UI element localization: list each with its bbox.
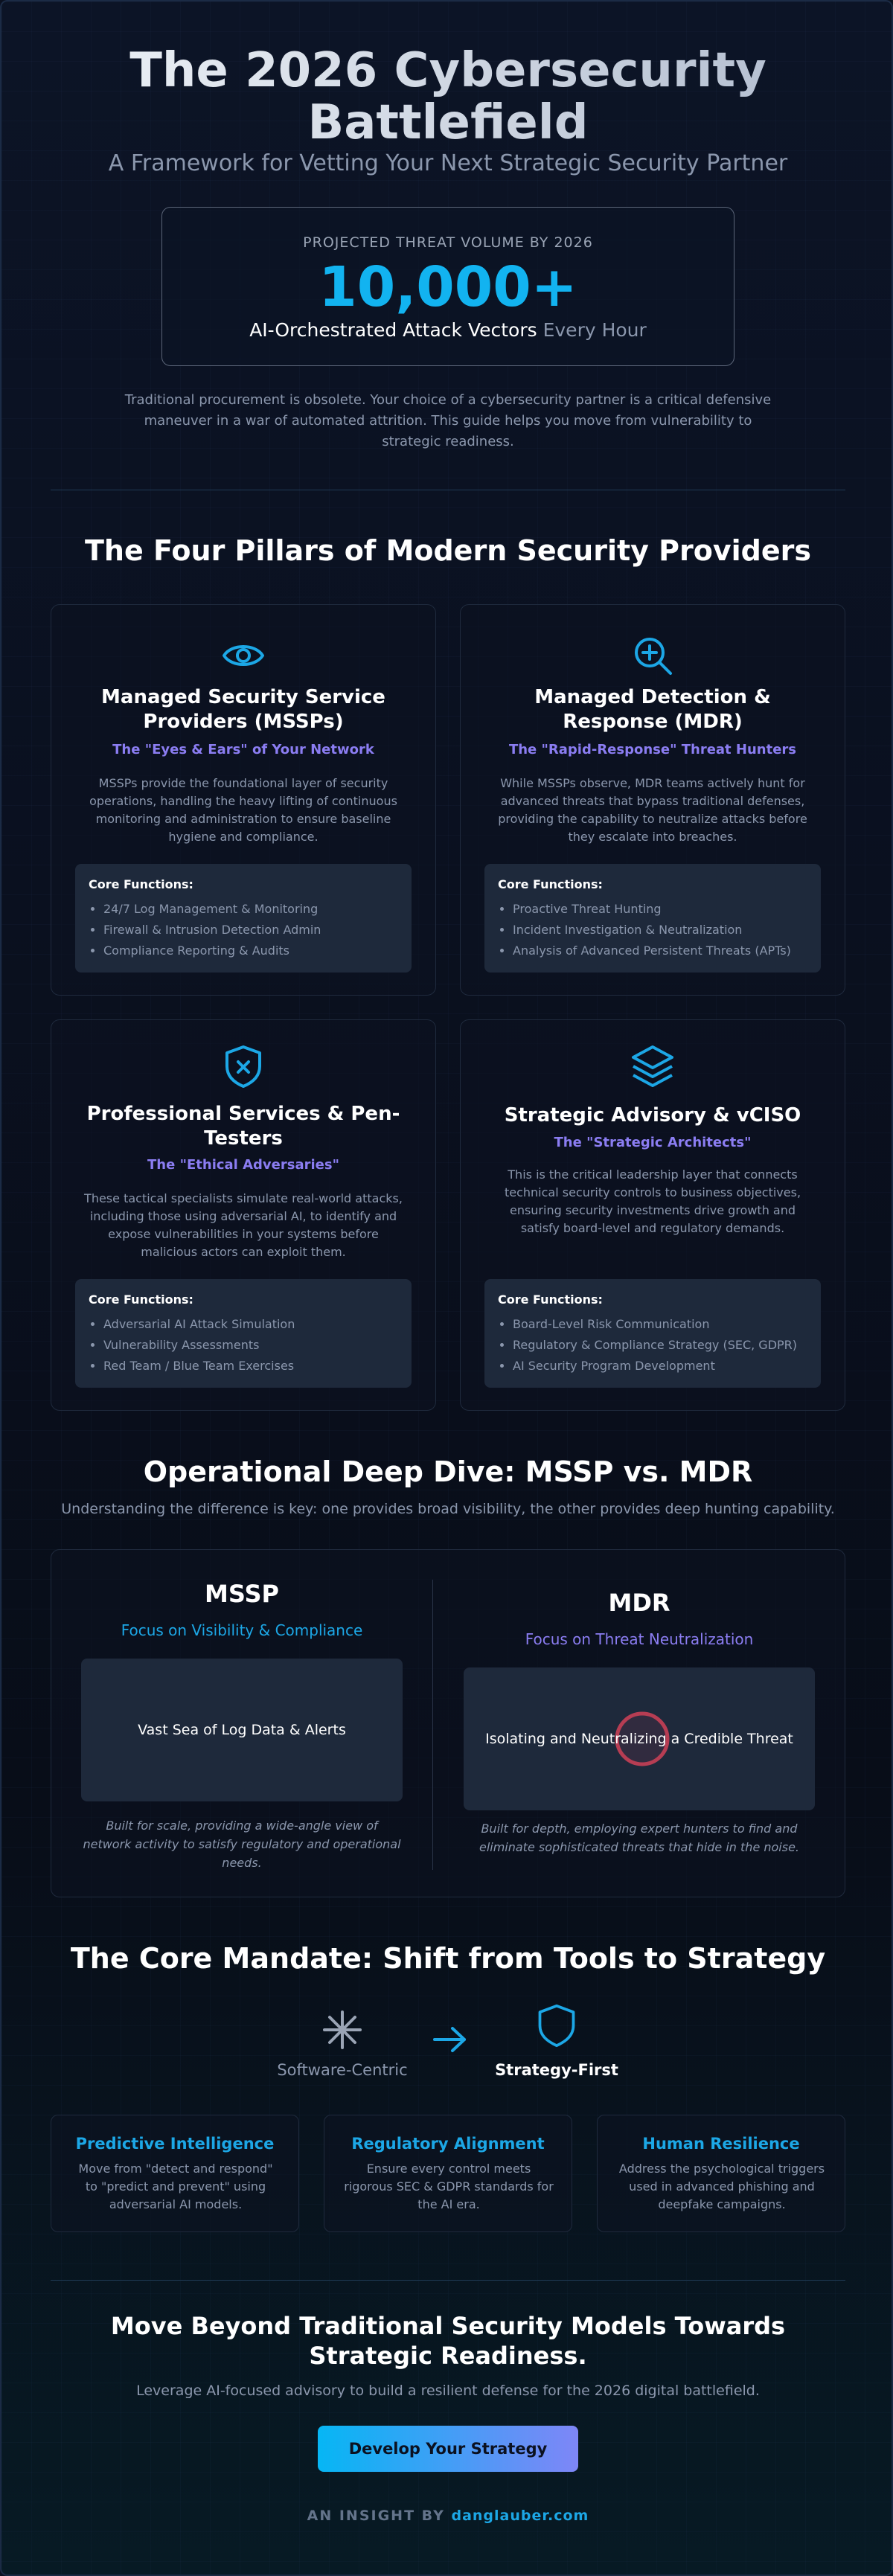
- cta-subtitle: Leverage AI-focused advisory to build a resilient defense for the 2026 digital battlefield.: [136, 2383, 760, 2399]
- layers-icon: [629, 1042, 676, 1090]
- from-label: Software-Centric: [277, 2061, 408, 2079]
- comparison-divider: [432, 1580, 433, 1870]
- mdr-focus: Focus on Threat Neutralization: [525, 1630, 754, 1648]
- mandate-card-title: Predictive Intelligence: [75, 2135, 275, 2153]
- mdr-note: Built for depth, employing expert hunters to find and eliminate sophisticated threats that hide in the noise.: [478, 1822, 800, 1854]
- list-item: • Firewall & Intrusion Detection Admin: [103, 920, 398, 941]
- core-functions-list: [498, 1314, 807, 1377]
- stat-caption-main: AI-Orchestrated Attack Vectors: [249, 319, 537, 341]
- cta-title-line-1: Move Beyond Traditional Security Models Towards: [110, 2312, 786, 2340]
- comparison-box: [51, 1549, 845, 1897]
- cta-title-line-2: Strategic Readiness.: [309, 2342, 587, 2370]
- threat-stat-box: [161, 207, 734, 366]
- mandate-card: [51, 2115, 299, 2232]
- core-functions-box: [484, 864, 821, 973]
- core-functions-title: Core Functions:: [89, 877, 193, 891]
- pillar-card-description: MSSPs provide the foundational layer of security operations, handling the heavy lifting of continuous monitoring and administration to ensure baseline hygiene and compliance.: [89, 776, 397, 844]
- mandate-card-title: Regulatory Alignment: [351, 2135, 545, 2153]
- divider: [51, 2280, 845, 2281]
- list-item: • Regulatory & Compliance Strategy (SEC, GDPR): [513, 1335, 807, 1356]
- arrow-right-icon: [432, 2022, 469, 2057]
- list-item: • Vulnerability Assessments: [103, 1335, 398, 1356]
- core-functions-title: Core Functions:: [498, 1292, 603, 1307]
- core-functions-list: [498, 899, 807, 961]
- stat-caption: [162, 319, 734, 341]
- mandate-card-description: Move from "detect and respond" to "predict and prevent" using adversarial AI models.: [78, 2162, 273, 2211]
- pillar-card-vciso: [460, 1019, 845, 1411]
- mssp-visual-panel: [81, 1659, 403, 1801]
- page-title: [1, 45, 893, 149]
- list-item: • Adversarial AI Attack Simulation: [103, 1314, 398, 1335]
- pillar-card-title: Strategic Advisory & vCISO: [504, 1104, 801, 1127]
- pillars-section-title: The Four Pillars of Modern Security Providers: [85, 534, 811, 567]
- list-item: • Compliance Reporting & Audits: [103, 941, 398, 961]
- pillar-card-title: Managed Security Service Providers (MSSPs): [101, 686, 385, 733]
- pillar-card-mssp: [51, 604, 436, 996]
- deep-dive-subtitle: Understanding the difference is key: one provides broad visibility, the other provides deep hunting capability.: [61, 1501, 835, 1517]
- mssp-panel-text: Vast Sea of Log Data & Alerts: [138, 1722, 346, 1738]
- list-item: • 24/7 Log Management & Monitoring: [103, 899, 398, 920]
- core-functions-box: [75, 864, 412, 973]
- core-functions-box: [75, 1279, 412, 1388]
- mandate-card-description: Address the psychological triggers used in advanced phishing and deepfake campaigns.: [618, 2162, 825, 2211]
- core-functions-box: [484, 1279, 821, 1388]
- core-functions-title: Core Functions:: [89, 1292, 193, 1307]
- mdr-heading: MDR: [608, 1589, 670, 1617]
- stat-label: PROJECTED THREAT VOLUME BY 2026: [303, 234, 593, 251]
- pillar-card-description: While MSSPs observe, MDR teams actively hunt for advanced threats that bypass traditional defenses, providing the capability to neutralize attacks before they escalate into breaches.: [498, 776, 807, 844]
- pillar-card-description: These tactical specialists simulate real-world attacks, including those using adversarial AI, to identify and expose vulnerabilities in your systems before malicious actors can exploit them.: [84, 1191, 403, 1259]
- eye-icon: [220, 632, 267, 679]
- mandate-card: [324, 2115, 572, 2232]
- pillar-card-tag: The "Rapid-Response" Threat Hunters: [508, 742, 797, 757]
- mandate-card-title: Human Resilience: [642, 2135, 800, 2153]
- title-line-2: Battlefield: [307, 95, 589, 150]
- footer: [1, 2508, 893, 2524]
- footer-brand-link[interactable]: danglauber.com: [451, 2508, 589, 2524]
- page-subtitle: A Framework for Vetting Your Next Strategic Security Partner: [108, 150, 788, 176]
- stat-value: 10,000+: [319, 255, 577, 319]
- mandate-card: [597, 2115, 845, 2232]
- to-label: Strategy-First: [495, 2061, 618, 2079]
- pillar-card-title: Managed Detection & Response (MDR): [534, 686, 771, 733]
- core-functions-title: Core Functions:: [498, 877, 603, 891]
- intro-paragraph: Traditional procurement is obsolete. Your choice of a cybersecurity partner is a critical defensive maneuver in a war of automated attrition. This guide helps you move from vulnerability to strategic readiness.: [124, 392, 772, 449]
- mandate-card-description: Ensure every control meets rigorous SEC & GDPR standards for the AI era.: [344, 2162, 554, 2211]
- asterisk-icon: [320, 2008, 365, 2052]
- shield-x-icon: [220, 1042, 267, 1090]
- pillar-card-tag: The "Strategic Architects": [554, 1135, 752, 1150]
- cta-title: [1, 2311, 893, 2371]
- core-functions-list: [89, 899, 398, 961]
- list-item: • Red Team / Blue Team Exercises: [103, 1356, 398, 1377]
- list-item: • Board-Level Risk Communication: [513, 1314, 807, 1335]
- list-item: • Incident Investigation & Neutralization: [513, 920, 807, 941]
- mandate-title: The Core Mandate: Shift from Tools to Strategy: [70, 1942, 826, 1975]
- pillar-card-description: This is the critical leadership layer that connects technical security controls to business objectives, ensuring security investments drive growth and satisfy board-level and regulatory demands.: [504, 1167, 801, 1235]
- mdr-visual-panel: [464, 1667, 815, 1810]
- list-item: • Proactive Threat Hunting: [513, 899, 807, 920]
- mssp-heading: MSSP: [205, 1580, 279, 1608]
- core-functions-list: [89, 1314, 398, 1377]
- pillar-card-tag: The "Ethical Adversaries": [147, 1157, 339, 1173]
- pillar-card-title: Professional Services & Pen-Testers: [86, 1103, 400, 1150]
- list-item: • AI Security Program Development: [513, 1356, 807, 1377]
- mssp-focus: Focus on Visibility & Compliance: [121, 1621, 363, 1639]
- pillar-card-mdr: [460, 604, 845, 996]
- pillar-card-tag: The "Eyes & Ears" of Your Network: [112, 742, 374, 757]
- deep-dive-title: Operational Deep Dive: MSSP vs. MDR: [143, 1455, 753, 1488]
- develop-strategy-button[interactable]: Develop Your Strategy: [318, 2426, 578, 2472]
- list-item: • Analysis of Advanced Persistent Threats (APTs): [513, 941, 807, 961]
- title-line-1: The 2026 Cybersecurity: [129, 43, 766, 98]
- search-plus-icon: [629, 632, 676, 679]
- mssp-note: Built for scale, providing a wide-angle view of network activity to satisfy regulatory and operational needs.: [83, 1819, 401, 1870]
- stat-caption-muted: Every Hour: [542, 319, 647, 341]
- footer-prefix: AN INSIGHT BY: [307, 2508, 445, 2524]
- mdr-panel-text: Isolating and Neutralizing a Credible Threat: [485, 1731, 793, 1747]
- pillar-card-pen-testers: [51, 1019, 436, 1411]
- shield-icon: [534, 2003, 579, 2048]
